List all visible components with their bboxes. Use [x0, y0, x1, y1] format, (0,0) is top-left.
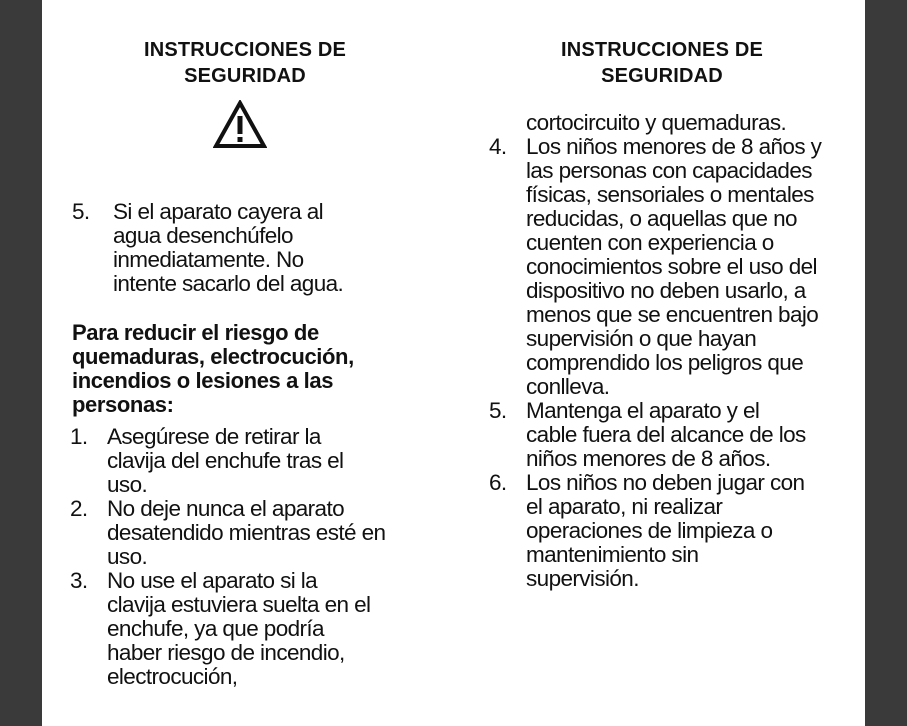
list-number: 2.: [70, 496, 88, 521]
right-heading: [487, 37, 837, 89]
list-text: Los niños menores de 8 años y las personas con capacidades físicas, sensoriales o mentales reducidas, o aquellas que no cuenten con experiencia o conocimientos sobre el uso del dispositivo no deben usarlo, a menos que se encuentren bajo supervisión o que hayan comprendido los peligros que conlleva.: [526, 134, 822, 399]
list-number: 5.: [489, 398, 507, 423]
instruction-page: [42, 0, 865, 726]
left-heading: [70, 37, 420, 89]
list-text: No use el aparato si la clavija estuviera suelta en el enchufe, ya que podría haber riesgo de incendio, electrocución,: [107, 568, 371, 689]
list-item: [489, 135, 834, 399]
list-number: 1.: [70, 424, 88, 449]
list-item: [70, 425, 400, 497]
left-heading-line1: INSTRUCCIONES DE: [143, 39, 347, 61]
left-heading-line2: SEGURIDAD: [184, 65, 306, 87]
list-number: 3.: [70, 568, 88, 593]
right-heading-line2: SEGURIDAD: [601, 65, 723, 87]
list-text: Los niños no deben jugar con el aparato, ni realizar operaciones de limpieza o mantenimiento sin supervisión.: [526, 470, 805, 591]
list-item: [489, 471, 834, 591]
left-list: [70, 425, 400, 689]
list-number: 6.: [489, 470, 507, 495]
list-number: 4.: [489, 134, 507, 159]
right-list: [489, 135, 834, 591]
warning-triangle-icon: [213, 100, 267, 150]
list-text: Mantenga el aparato y el cable fuera del alcance de los niños menores de 8 años.: [526, 398, 806, 471]
list-item: [70, 569, 400, 689]
list-text: No deje nunca el aparato desatendido mientras esté en uso.: [107, 496, 386, 569]
list-text: Asegúrese de retirar la clavija del enchufe tras el uso.: [107, 424, 344, 497]
list-item: [489, 399, 834, 471]
right-heading-line1: INSTRUCCIONES DE: [560, 39, 764, 61]
continuation-text: cortocircuito y quemaduras.: [526, 110, 787, 135]
left-list-top: [72, 200, 392, 296]
list-item: [70, 497, 400, 569]
list-text: Si el aparato cayera al agua desenchúfelo inmediatamente. No intente sacarlo del agua.: [113, 199, 344, 296]
risk-intro: Para reducir el riesgo de quemaduras, electrocución, incendios o lesiones a las personas:: [72, 320, 354, 417]
list-number: 5.: [72, 199, 90, 224]
list-item: [72, 200, 392, 296]
